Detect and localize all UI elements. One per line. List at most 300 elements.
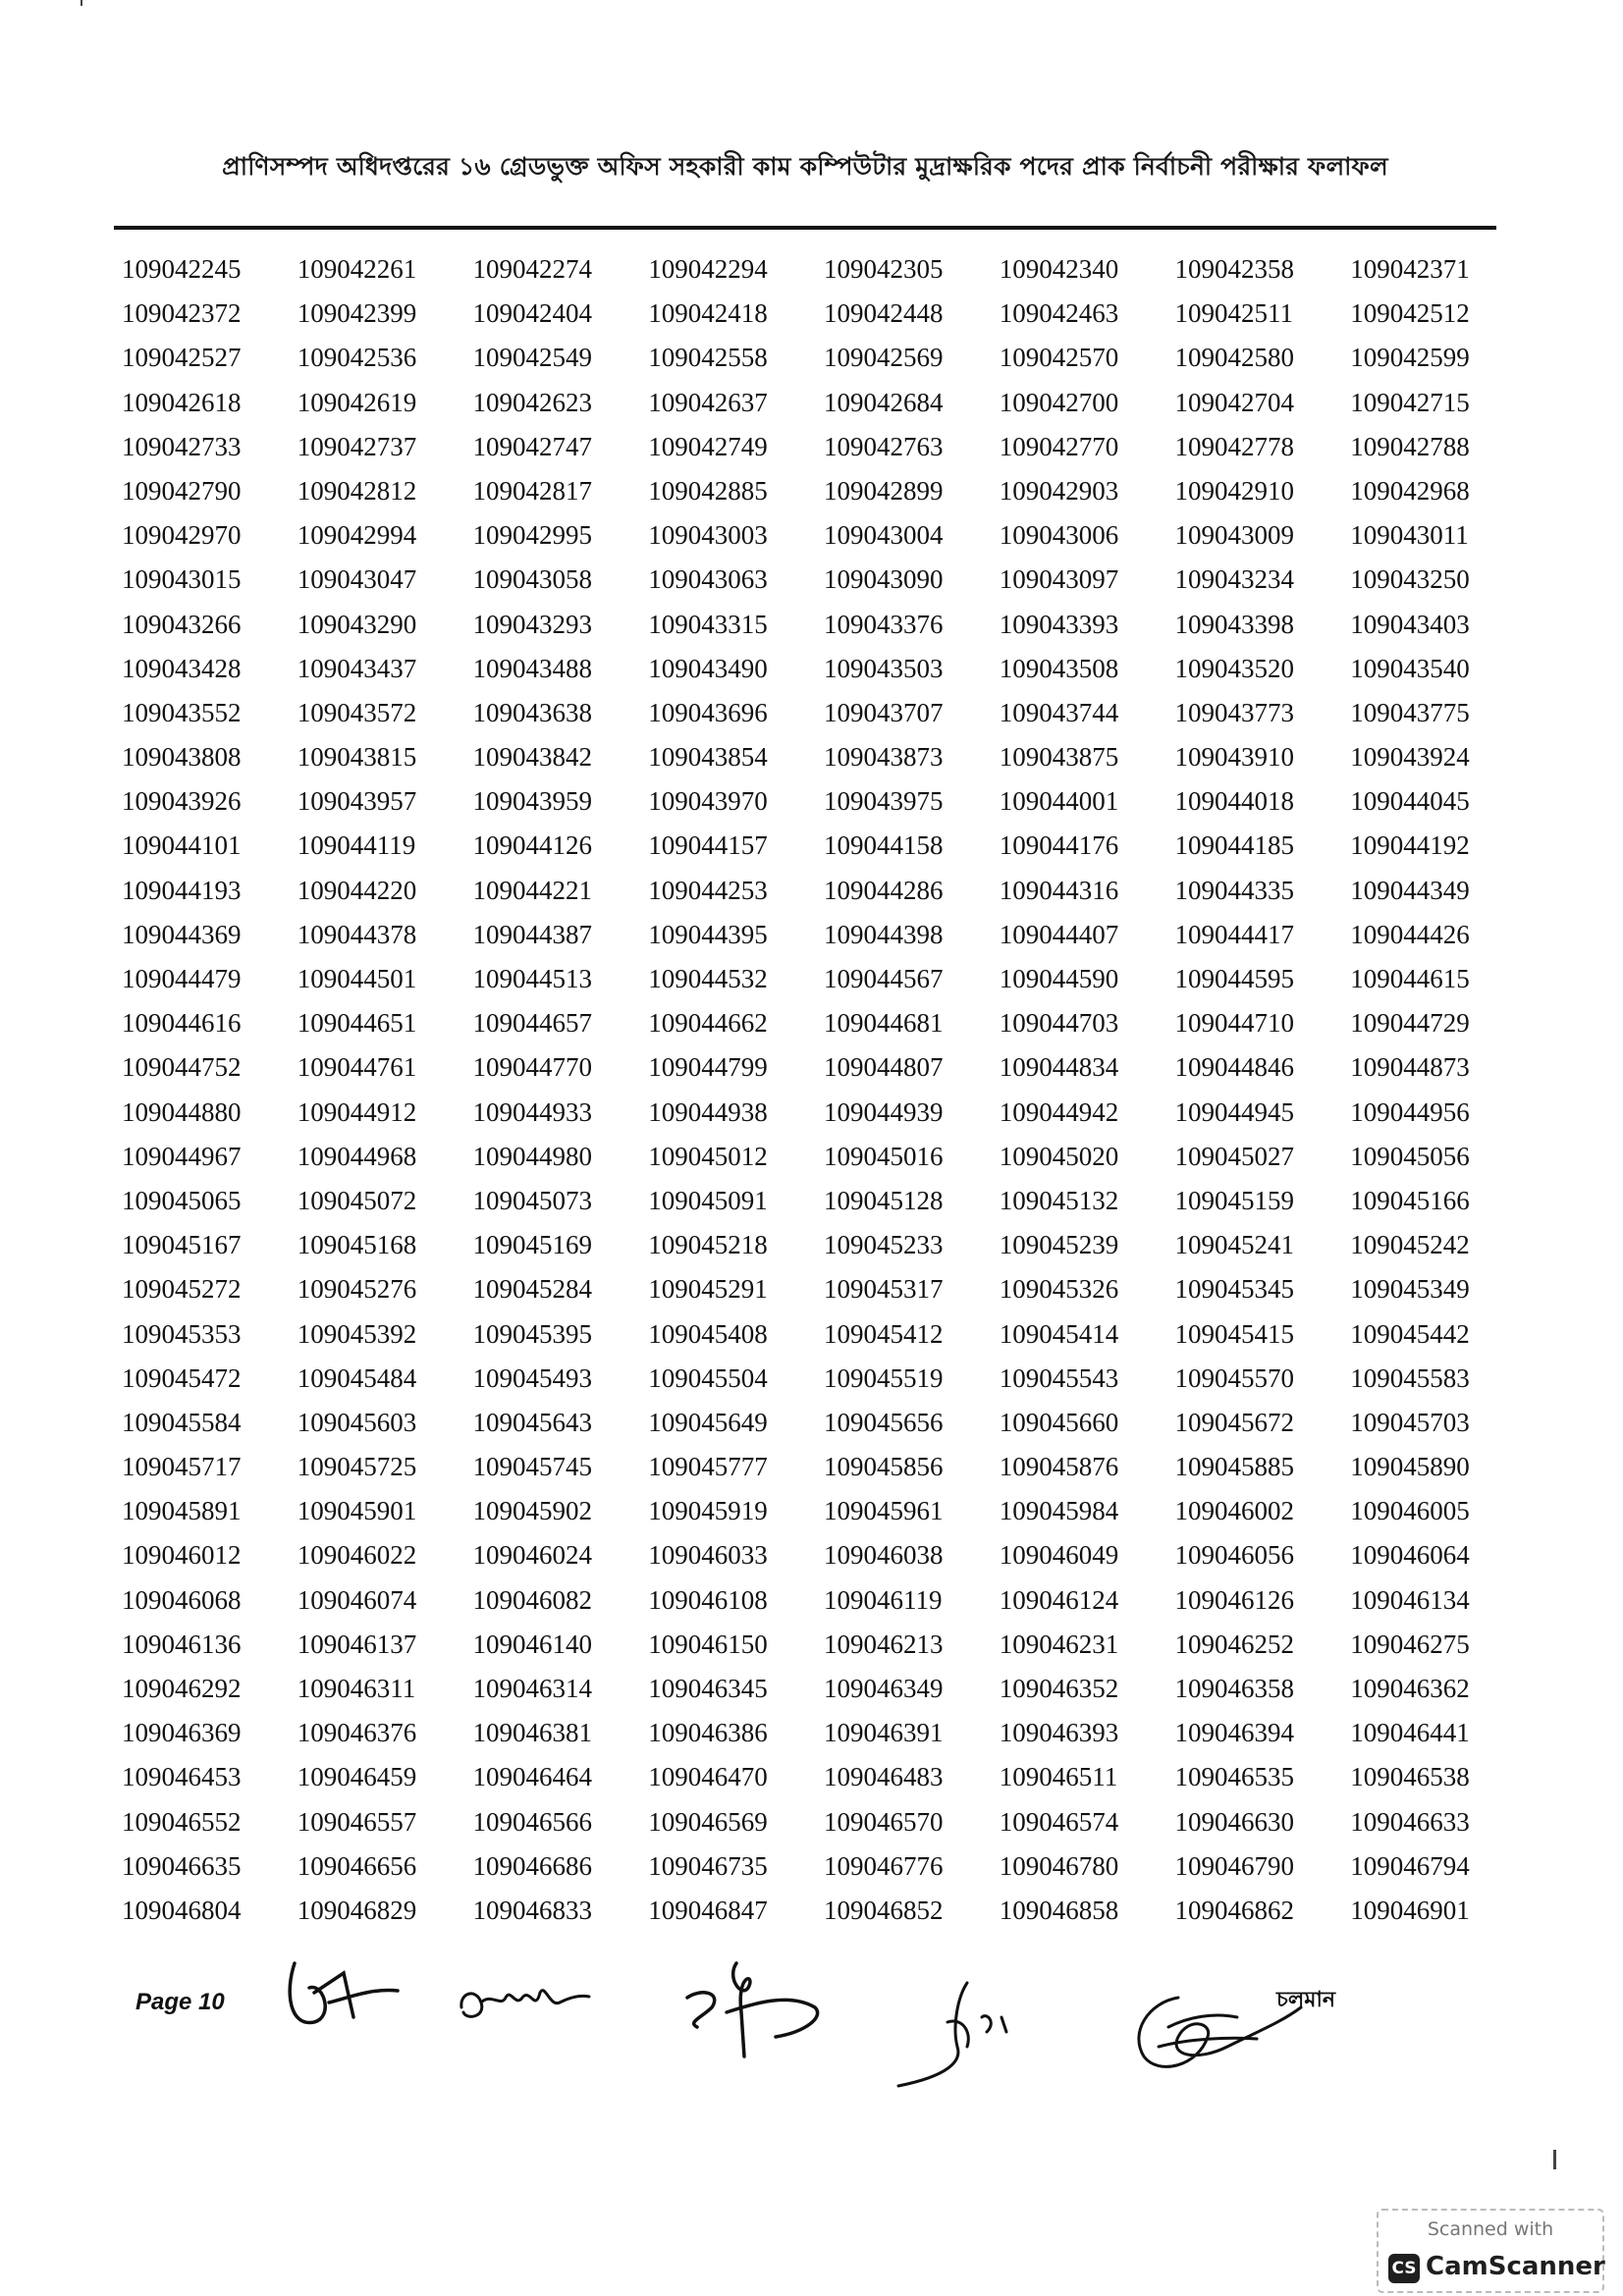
roll-number: 109045392	[297, 1318, 417, 1349]
roll-number: 109042463	[999, 298, 1119, 329]
roll-number: 109046453	[122, 1762, 242, 1792]
roll-number: 109043004	[824, 520, 944, 551]
roll-number: 109044968	[297, 1141, 417, 1171]
roll-number: 109043926	[122, 786, 242, 817]
roll-number: 109045233	[824, 1230, 944, 1260]
roll-number: 109043503	[824, 653, 944, 683]
roll-number: 109045027	[1174, 1141, 1294, 1171]
roll-number: 109045242	[1350, 1230, 1470, 1260]
roll-number: 109043290	[297, 609, 417, 639]
roll-number: 109043393	[999, 609, 1119, 639]
roll-number: 109042994	[297, 520, 417, 551]
roll-number: 109042899	[824, 475, 944, 506]
scan-speck	[1553, 2150, 1556, 2169]
roll-number: 109042358	[1174, 254, 1294, 284]
roll-number: 109044101	[122, 830, 242, 861]
roll-number: 109046345	[648, 1674, 768, 1703]
roll-number: 109044349	[1350, 875, 1470, 905]
roll-number: 109045091	[648, 1185, 768, 1215]
roll-number: 109042704	[1174, 387, 1294, 417]
roll-number: 109042569	[824, 343, 944, 373]
roll-number: 109045166	[1350, 1185, 1470, 1215]
roll-number: 109045656	[824, 1407, 944, 1437]
roll-number: 109044873	[1350, 1052, 1470, 1083]
roll-number: 109043234	[1174, 564, 1294, 595]
roll-number: 109046459	[297, 1762, 417, 1792]
roll-number: 109042570	[999, 343, 1119, 373]
roll-number: 109046630	[1174, 1806, 1294, 1837]
roll-number: 109043572	[297, 697, 417, 727]
roll-number: 109045317	[824, 1274, 944, 1305]
roll-number: 109044567	[824, 964, 944, 993]
roll-number: 109045484	[297, 1362, 417, 1393]
roll-number: 109046538	[1350, 1762, 1470, 1792]
roll-number: 109043058	[472, 564, 592, 595]
scan-speck	[81, 0, 82, 6]
roll-number: 109042700	[999, 387, 1119, 417]
roll-number: 109046314	[472, 1674, 592, 1703]
roll-number: 109046633	[1350, 1806, 1470, 1837]
roll-number: 109042245	[122, 254, 242, 284]
roll-number: 109044942	[999, 1096, 1119, 1127]
roll-number: 109045128	[824, 1185, 944, 1215]
roll-number: 109043403	[1350, 609, 1470, 639]
roll-number: 109045901	[297, 1496, 417, 1526]
roll-number: 109045218	[648, 1230, 768, 1260]
roll-number: 109046082	[472, 1584, 592, 1615]
roll-number: 109042637	[648, 387, 768, 417]
roll-number: 109046804	[122, 1895, 242, 1925]
roll-number: 109044192	[1350, 830, 1470, 861]
roll-number: 109046150	[648, 1629, 768, 1659]
roll-number: 109045583	[1350, 1362, 1470, 1393]
roll-number: 109042778	[1174, 431, 1294, 461]
roll-number: 109043875	[999, 742, 1119, 773]
roll-number: 109046358	[1174, 1674, 1294, 1703]
roll-number: 109044846	[1174, 1052, 1294, 1083]
roll-number: 109045169	[472, 1230, 592, 1260]
roll-number: 109045239	[999, 1230, 1119, 1260]
roll-number: 109042885	[648, 475, 768, 506]
roll-number: 109044933	[472, 1096, 592, 1127]
roll-number: 109046137	[297, 1629, 417, 1659]
roll-number: 109046252	[1174, 1629, 1294, 1659]
roll-number: 109046847	[648, 1895, 768, 1925]
roll-number: 109044426	[1350, 919, 1470, 949]
roll-number: 109046858	[999, 1895, 1119, 1925]
roll-number: 109045584	[122, 1407, 242, 1437]
roll-number: 109046136	[122, 1629, 242, 1659]
roll-number: 109043842	[472, 742, 592, 773]
roll-number: 109046535	[1174, 1762, 1294, 1792]
roll-number: 109044980	[472, 1141, 592, 1171]
roll-number: 109045326	[999, 1274, 1119, 1305]
roll-number: 109045241	[1174, 1230, 1294, 1260]
roll-number: 109046024	[472, 1540, 592, 1571]
roll-number: 109045395	[472, 1318, 592, 1349]
roll-number: 109043437	[297, 653, 417, 683]
roll-number: 109045885	[1174, 1452, 1294, 1482]
signature-1	[275, 1944, 412, 2037]
roll-number: 109046033	[648, 1540, 768, 1571]
roll-number: 109045890	[1350, 1452, 1470, 1482]
roll-number: 109042747	[472, 431, 592, 461]
roll-number: 109042511	[1174, 298, 1293, 329]
roll-number: 109045056	[1350, 1141, 1470, 1171]
roll-number: 109046126	[1174, 1584, 1294, 1615]
roll-number: 109045961	[824, 1496, 944, 1526]
roll-number: 109043266	[122, 609, 242, 639]
roll-number: 109045412	[824, 1318, 944, 1349]
roll-number: 109044119	[297, 830, 416, 861]
roll-number: 109044001	[999, 786, 1119, 817]
roll-number: 109042763	[824, 431, 944, 461]
roll-number: 109046124	[999, 1584, 1119, 1615]
roll-number: 109045603	[297, 1407, 417, 1437]
roll-number: 109042812	[297, 475, 417, 506]
roll-number: 109045876	[999, 1452, 1119, 1482]
roll-number: 109044799	[648, 1052, 768, 1083]
roll-number: 109045442	[1350, 1318, 1470, 1349]
roll-number: 109042749	[648, 431, 768, 461]
roll-number: 109045072	[297, 1185, 417, 1215]
signature-3	[668, 1953, 835, 2061]
roll-number: 109043315	[648, 609, 768, 639]
roll-number: 109042599	[1350, 343, 1470, 373]
roll-number: 109045570	[1174, 1362, 1294, 1393]
roll-number: 109042790	[122, 475, 242, 506]
roll-number: 109045649	[648, 1407, 768, 1437]
roll-number: 109043854	[648, 742, 768, 773]
roll-number: 109042968	[1350, 475, 1470, 506]
roll-number: 109046829	[297, 1895, 417, 1925]
roll-number: 109042372	[122, 298, 242, 329]
roll-number: 109044176	[999, 830, 1119, 861]
roll-number: 109045132	[999, 1185, 1119, 1215]
roll-number: 109045504	[648, 1362, 768, 1393]
roll-number: 109044501	[297, 964, 417, 993]
watermark-caption: Scanned with	[1427, 2218, 1554, 2240]
roll-number: 109046686	[472, 1850, 592, 1881]
roll-number: 109045016	[824, 1141, 944, 1171]
roll-number: 109045777	[648, 1452, 768, 1482]
roll-number: 109046056	[1174, 1540, 1294, 1571]
roll-number: 109044417	[1174, 919, 1294, 949]
roll-number: 109046852	[824, 1895, 944, 1925]
roll-number: 109045168	[297, 1230, 417, 1260]
roll-number: 109046386	[648, 1718, 768, 1748]
roll-number: 109044286	[824, 875, 944, 905]
roll-number: 109046275	[1350, 1629, 1470, 1659]
roll-number: 109044770	[472, 1052, 592, 1083]
roll-number: 109044193	[122, 875, 242, 905]
roll-number: 109045902	[472, 1496, 592, 1526]
roll-number: 109046349	[824, 1674, 944, 1703]
roll-number: 109046441	[1350, 1718, 1470, 1748]
roll-number: 109046292	[122, 1674, 242, 1703]
roll-number: 109042305	[824, 254, 944, 284]
roll-number: 109043097	[999, 564, 1119, 595]
roll-number: 109042527	[122, 343, 242, 373]
roll-number: 109042448	[824, 298, 944, 329]
roll-number: 109044479	[122, 964, 242, 993]
roll-number: 109046656	[297, 1850, 417, 1881]
roll-number: 109046470	[648, 1762, 768, 1792]
header-divider	[114, 226, 1496, 230]
roll-number: 109046381	[472, 1718, 592, 1748]
camscanner-watermark	[1377, 2209, 1604, 2293]
roll-number: 109042399	[297, 298, 417, 329]
roll-number: 109042684	[824, 387, 944, 417]
roll-number: 109044662	[648, 1008, 768, 1039]
roll-number: 109043707	[824, 697, 944, 727]
roll-number: 109046901	[1350, 1895, 1470, 1925]
roll-number: 109042623	[472, 387, 592, 417]
roll-number: 109042340	[999, 254, 1119, 284]
roll-number: 109043250	[1350, 564, 1470, 595]
roll-number: 109043293	[472, 609, 592, 639]
roll-number: 109045660	[999, 1407, 1119, 1437]
roll-number: 109042512	[1350, 298, 1470, 329]
roll-number: 109043540	[1350, 653, 1470, 683]
roll-number: 109042970	[122, 520, 242, 551]
roll-number: 109045984	[999, 1496, 1119, 1526]
roll-number: 109044615	[1350, 964, 1470, 993]
roll-number: 109043398	[1174, 609, 1294, 639]
roll-number: 109045012	[648, 1141, 768, 1171]
roll-number: 109044807	[824, 1052, 944, 1083]
roll-number: 109042404	[472, 298, 592, 329]
roll-number: 109045159	[1174, 1185, 1294, 1215]
roll-number: 109044316	[999, 875, 1119, 905]
roll-number: 109043696	[648, 697, 768, 727]
roll-number: 109046569	[648, 1806, 768, 1837]
roll-number: 109043006	[999, 520, 1119, 551]
roll-number: 109044616	[122, 1008, 242, 1039]
roll-number: 109042770	[999, 431, 1119, 461]
roll-number: 109046012	[122, 1540, 242, 1571]
roll-number: 109046038	[824, 1540, 944, 1571]
roll-number: 109042558	[648, 343, 768, 373]
roll-number: 109042733	[122, 431, 242, 461]
roll-number: 109044834	[999, 1052, 1119, 1083]
roll-number: 109043011	[1350, 520, 1469, 551]
roll-number: 109043775	[1350, 697, 1470, 727]
roll-number: 109044956	[1350, 1096, 1470, 1127]
roll-number: 109046002	[1174, 1496, 1294, 1526]
roll-number: 109042294	[648, 254, 768, 284]
roll-number: 109043015	[122, 564, 242, 595]
roll-number: 109046794	[1350, 1850, 1470, 1881]
roll-number: 109043063	[648, 564, 768, 595]
roll-number: 109044398	[824, 919, 944, 949]
roll-number: 109046391	[824, 1718, 944, 1748]
roll-number: 109043638	[472, 697, 592, 727]
roll-number: 109045725	[297, 1452, 417, 1482]
roll-number: 109044945	[1174, 1096, 1294, 1127]
roll-number: 109044513	[472, 964, 592, 993]
roll-number: 109045415	[1174, 1318, 1294, 1349]
roll-number: 109046074	[297, 1584, 417, 1615]
roll-number: 109044967	[122, 1141, 242, 1171]
roll-number: 109044253	[648, 875, 768, 905]
roll-number: 109046570	[824, 1806, 944, 1837]
signature-2	[452, 1973, 599, 2032]
roll-number: 109046833	[472, 1895, 592, 1925]
page-title: প্রাণিসম্পদ অধিদপ্তরের ১৬ গ্রেডভুক্ত অফিস সহকারী কাম কম্পিউটার মুদ্রাক্ষরিক পদের প্রাক নির্বাচনী পরীক্ষার ফলাফল	[222, 152, 1388, 181]
roll-number: 109042715	[1350, 387, 1470, 417]
roll-number: 109046213	[824, 1629, 944, 1659]
roll-number: 109044157	[648, 830, 768, 861]
roll-number: 109045745	[472, 1452, 592, 1482]
roll-number: 109045856	[824, 1452, 944, 1482]
watermark-brand: CamScanner	[1426, 2252, 1605, 2281]
roll-number: 109044369	[122, 919, 242, 949]
roll-number: 109044710	[1174, 1008, 1294, 1039]
roll-number: 109045543	[999, 1362, 1119, 1393]
roll-number: 109046005	[1350, 1496, 1470, 1526]
signature-4	[889, 1978, 1036, 2091]
roll-number: 109042618	[122, 387, 242, 417]
roll-number: 109046776	[824, 1850, 944, 1881]
roll-number: 109046393	[999, 1718, 1119, 1748]
roll-number: 109045717	[122, 1452, 242, 1482]
roll-number: 109046140	[472, 1629, 592, 1659]
roll-number: 109045291	[648, 1274, 768, 1305]
roll-number: 109045891	[122, 1496, 242, 1526]
roll-number: 109042817	[472, 475, 592, 506]
roll-number: 109045703	[1350, 1407, 1470, 1437]
roll-number: 109042903	[999, 475, 1119, 506]
roll-number: 109046108	[648, 1584, 768, 1615]
roll-number: 109043815	[297, 742, 417, 773]
roll-number: 109043744	[999, 697, 1119, 727]
roll-number: 109046049	[999, 1540, 1119, 1571]
roll-number: 109044335	[1174, 875, 1294, 905]
continuation-note: চলমান	[1276, 1988, 1335, 2012]
roll-number: 109044729	[1350, 1008, 1470, 1039]
roll-number: 109046022	[297, 1540, 417, 1571]
roll-number: 109044681	[824, 1008, 944, 1039]
roll-number: 109042261	[297, 254, 417, 284]
roll-number: 109045272	[122, 1274, 242, 1305]
roll-number: 109046635	[122, 1850, 242, 1881]
roll-number: 109043520	[1174, 653, 1294, 683]
roll-number: 109044221	[472, 875, 592, 905]
roll-number: 109042910	[1174, 475, 1294, 506]
roll-number: 109046064	[1350, 1540, 1470, 1571]
roll-number: 109044752	[122, 1052, 242, 1083]
roll-number: 109044651	[297, 1008, 417, 1039]
roll-number: 109044045	[1350, 786, 1470, 817]
roll-number: 109043552	[122, 697, 242, 727]
roll-number: 109044018	[1174, 786, 1294, 817]
roll-number: 109046862	[1174, 1895, 1294, 1925]
roll-number: 109045284	[472, 1274, 592, 1305]
roll-number: 109043773	[1174, 697, 1294, 727]
roll-number: 109043924	[1350, 742, 1470, 773]
roll-number: 109044387	[472, 919, 592, 949]
roll-number: 109044761	[297, 1052, 417, 1083]
roll-number: 109046362	[1350, 1674, 1470, 1703]
roll-number: 109043428	[122, 653, 242, 683]
roll-number: 109044378	[297, 919, 417, 949]
roll-number: 109045353	[122, 1318, 242, 1349]
roll-number: 109043047	[297, 564, 417, 595]
roll-number: 109044912	[297, 1096, 417, 1127]
roll-number: 109046134	[1350, 1584, 1470, 1615]
roll-number: 109045643	[472, 1407, 592, 1437]
roll-number: 109044407	[999, 919, 1119, 949]
roll-number: 109045345	[1174, 1274, 1294, 1305]
roll-number: 109043808	[122, 742, 242, 773]
roll-number: 109042995	[472, 520, 592, 551]
roll-number: 109042788	[1350, 431, 1470, 461]
roll-number: 109046376	[297, 1718, 417, 1748]
roll-number: 109043959	[472, 786, 592, 817]
roll-number: 109046735	[648, 1850, 768, 1881]
results-table	[108, 247, 1512, 1933]
roll-number: 109043490	[648, 653, 768, 683]
roll-number: 109045020	[999, 1141, 1119, 1171]
roll-number: 109045519	[824, 1362, 944, 1393]
roll-number: 109044590	[999, 964, 1119, 993]
roll-number: 109042737	[297, 431, 417, 461]
roll-number: 109044395	[648, 919, 768, 949]
roll-number: 109046369	[122, 1718, 242, 1748]
roll-number: 109042580	[1174, 343, 1294, 373]
roll-number: 109043376	[824, 609, 944, 639]
roll-number: 109046394	[1174, 1718, 1294, 1748]
roll-number: 109043508	[999, 653, 1119, 683]
roll-number: 109046780	[999, 1850, 1119, 1881]
roll-number: 109042274	[472, 254, 592, 284]
roll-number: 109046790	[1174, 1850, 1294, 1881]
roll-number: 109046574	[999, 1806, 1119, 1837]
roll-number: 109044657	[472, 1008, 592, 1039]
roll-number: 109045349	[1350, 1274, 1470, 1305]
roll-number: 109044532	[648, 964, 768, 993]
roll-number: 109044939	[824, 1096, 944, 1127]
roll-number: 109043009	[1174, 520, 1294, 551]
roll-number: 109042549	[472, 343, 592, 373]
roll-number: 109044595	[1174, 964, 1294, 993]
roll-number: 109043488	[472, 653, 592, 683]
roll-number: 109046231	[999, 1629, 1119, 1659]
roll-number: 109044938	[648, 1096, 768, 1127]
roll-number: 109044158	[824, 830, 944, 861]
roll-number: 109045919	[648, 1496, 768, 1526]
roll-number: 109044126	[472, 830, 592, 861]
roll-number: 109042418	[648, 298, 768, 329]
roll-number: 109046511	[999, 1762, 1118, 1792]
roll-number: 109046557	[297, 1806, 417, 1837]
roll-number: 109045073	[472, 1185, 592, 1215]
roll-number: 109045065	[122, 1185, 242, 1215]
roll-number: 109043003	[648, 520, 768, 551]
roll-number: 109043873	[824, 742, 944, 773]
roll-number: 109042371	[1350, 254, 1470, 284]
roll-number: 109044220	[297, 875, 417, 905]
roll-number: 109046311	[297, 1674, 416, 1703]
roll-number: 109046483	[824, 1762, 944, 1792]
roll-number: 109043957	[297, 786, 417, 817]
roll-number: 109045414	[999, 1318, 1119, 1349]
camscanner-logo-icon: CS	[1388, 2254, 1420, 2283]
roll-number: 109045493	[472, 1362, 592, 1393]
roll-number: 109046566	[472, 1806, 592, 1837]
roll-number: 109043975	[824, 786, 944, 817]
